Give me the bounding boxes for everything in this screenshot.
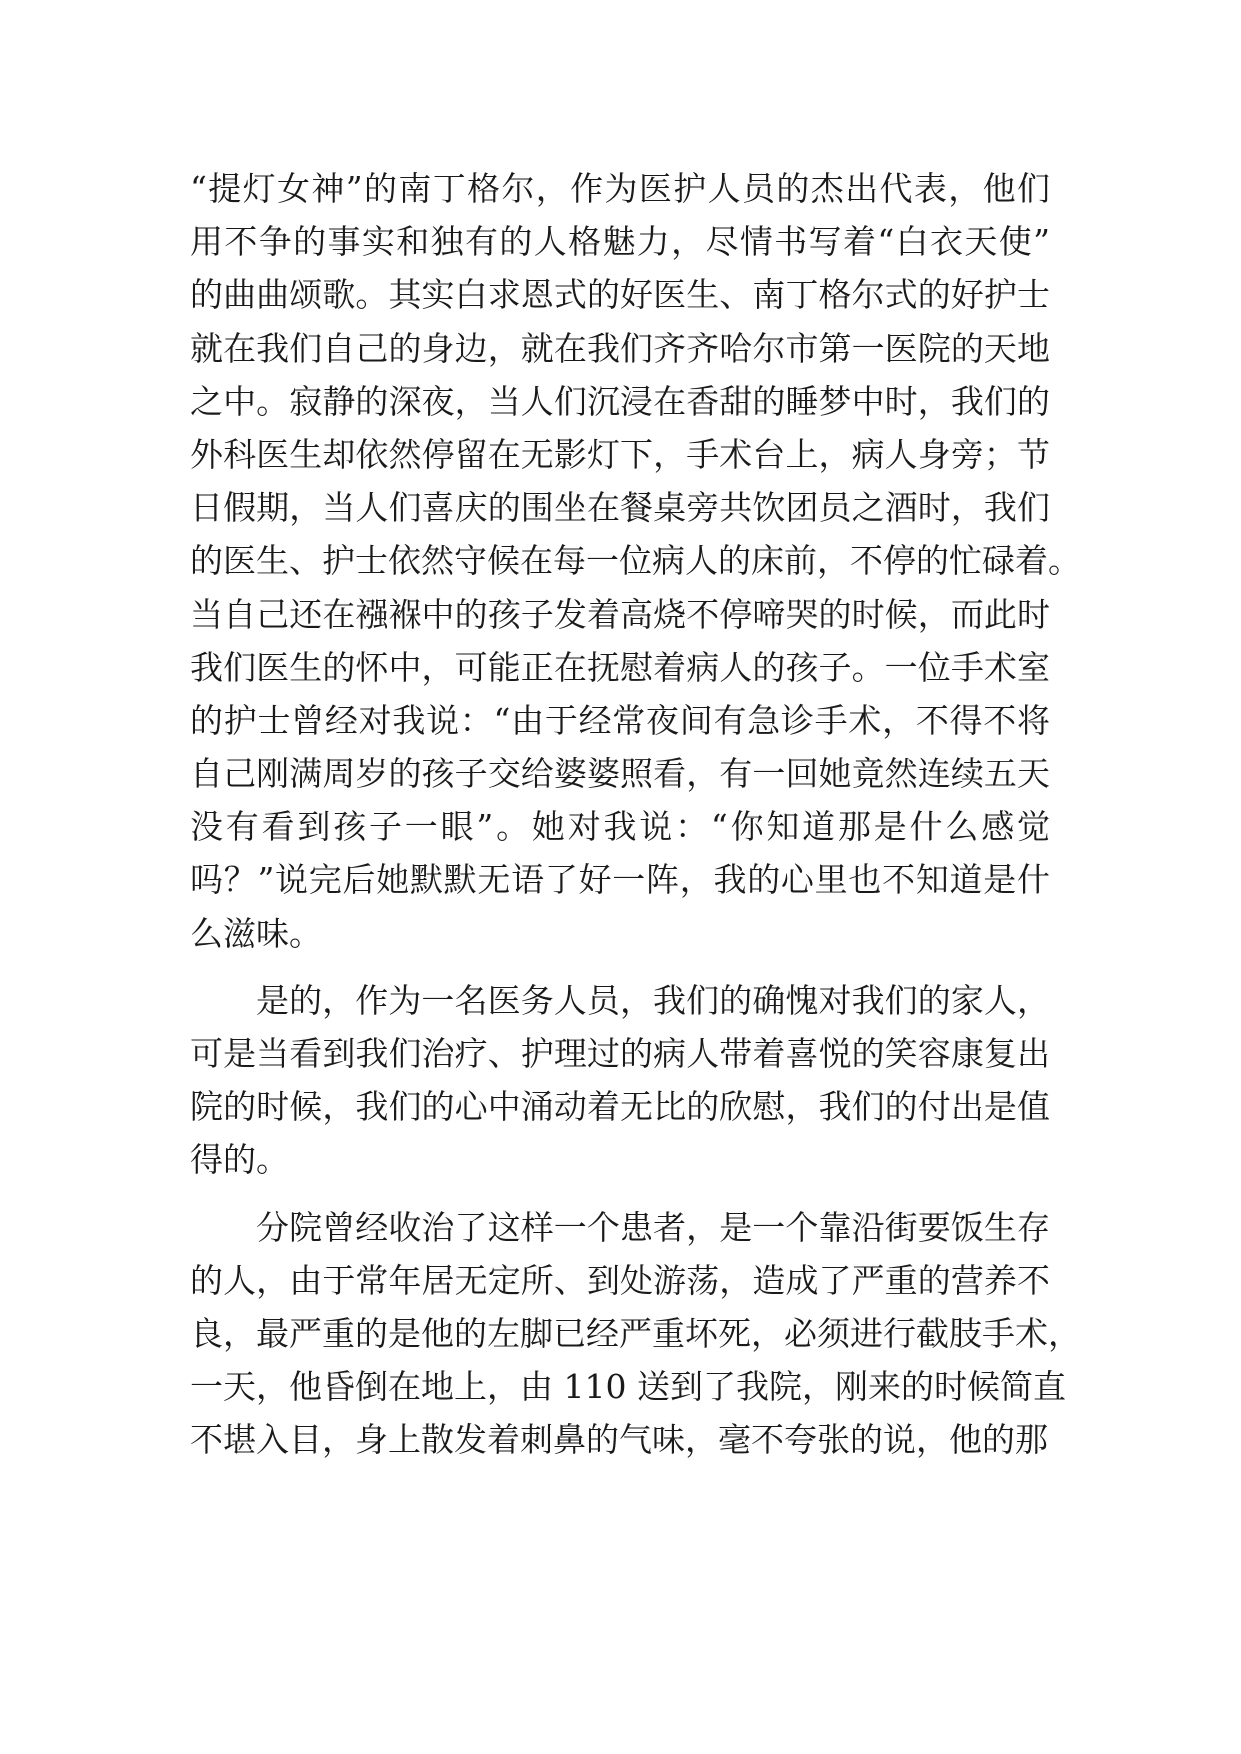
paragraph [190,162,1081,960]
text-line: 外科医生却依然停留在无影灯下，手术台上，病人身旁；节 [190,434,1050,474]
text-line: 我们医生的怀中，可能正在抚慰着病人的孩子。一位手术室 [190,647,1050,687]
text-line: 吗？”说完后她默默无语了好一阵，我的心里也不知道是什 [190,860,1050,900]
text-line: 可是当看到我们治疗、护理过的病人带着喜悦的笑容康复出 [190,1034,1050,1073]
text-line: 不堪入目，身上散发着刺鼻的气味，毫不夸张的说，他的那 [190,1420,1048,1460]
paragraph [190,974,1050,1187]
text-line: 的曲曲颂歌。其实白求恩式的好医生、南丁格尔式的好护士 [190,275,1050,315]
text-line: 之中。寂静的深夜，当人们沉浸在香甜的睡梦中时，我们的 [190,381,1050,421]
text-line: 当自己还在襁褓中的孩子发着高烧不停啼哭的时候，而此时 [190,594,1050,634]
text-line: “提灯女神”的南丁格尔，作为医护人员的杰出代表，他们 [190,169,1050,208]
text-line: 分院曾经收治了这样一个患者，是一个靠沿街要饭生存 [256,1207,1050,1247]
text-line: 的医生、护士依然守候在每一位病人的床前，不停的忙碌着。 [190,541,1081,581]
text-line: 就在我们自己的身边，就在我们齐齐哈尔市第一医院的天地 [190,328,1050,368]
text-line: 自己刚满周岁的孩子交给婆婆照看，有一回她竟然连续五天 [190,754,1050,794]
text-line: 是的，作为一名医务人员，我们的确愧对我们的家人， [256,980,1050,1020]
text-line: 一天，他昏倒在地上，由 110 送到了我院，刚来的时候简直 [190,1367,1066,1407]
text-line: 良，最严重的是他的左脚已经严重坏死，必须进行截肢手术， [190,1313,1081,1353]
text-line: 么滋味。 [190,913,322,953]
text-line: 的人，由于常年居无定所、到处游荡，造成了严重的营养不 [190,1260,1050,1300]
text-line: 院的时候，我们的心中涌动着无比的欣慰，我们的付出是值 [190,1087,1050,1127]
paragraph [190,1201,1081,1467]
text-line: 用不争的事实和独有的人格魅力，尽情书写着“白衣天使” [190,222,1050,262]
text-line: 的护士曾经对我说：“由于经常夜间有急诊手术，不得不将 [190,700,1050,740]
text-line: 得的。 [190,1140,289,1180]
text-line: 没有看到孩子一眼”。她对我说：“你知道那是什么感觉 [190,807,1050,847]
body-text [190,162,1081,1481]
text-line: 日假期，当人们喜庆的围坐在餐桌旁共饮团员之酒时，我们 [190,488,1050,528]
